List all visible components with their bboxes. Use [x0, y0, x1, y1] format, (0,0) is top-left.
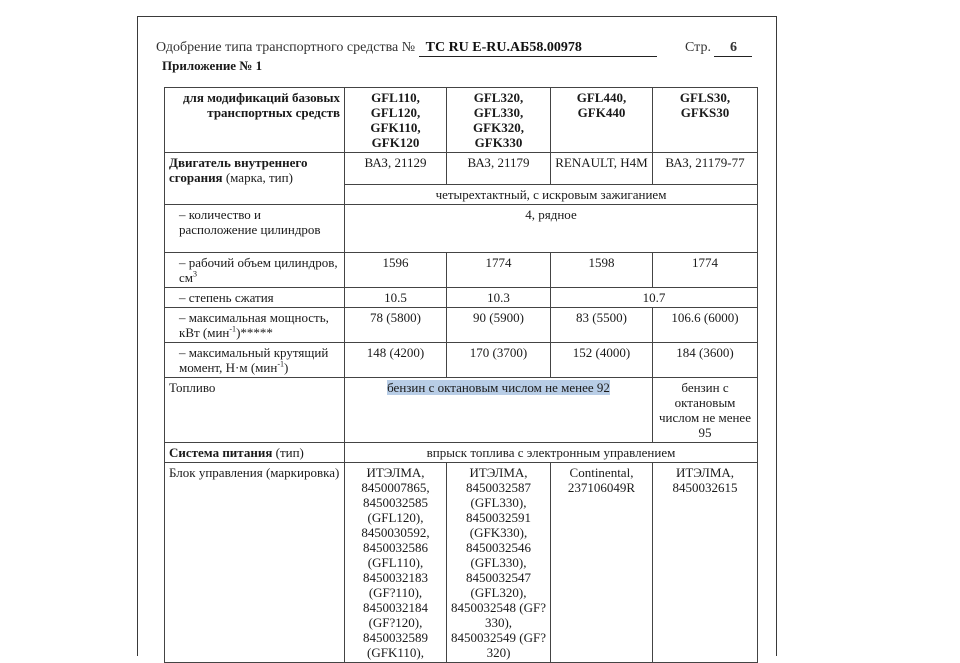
table-cell: 83 (5500): [551, 308, 653, 343]
fuel-common[interactable]: [345, 378, 653, 443]
table-cell: ВАЗ, 21179: [447, 153, 551, 185]
table-cell: 152 (4000): [551, 343, 653, 378]
page-label: Стр.: [685, 40, 711, 55]
table-row: [165, 288, 758, 308]
table-row: [165, 443, 758, 463]
row-label: – рабочий объем цилиндров, $см^3$: [165, 253, 345, 288]
table-row: [165, 378, 758, 443]
appendix-title: Приложение № 1: [162, 58, 263, 73]
table-cell: ВАЗ, 21179-77: [653, 153, 758, 185]
table-cell: 90 (5900): [447, 308, 551, 343]
column-header-2: GFL320, GFL330, GFK320, GFK330: [447, 88, 551, 153]
column-label: для модификаций базовых транспортных средств: [165, 88, 345, 153]
table-cell: 10.5: [345, 288, 447, 308]
table-cell: ИТЭЛМА, 8450032615: [653, 463, 758, 663]
table-row: [165, 308, 758, 343]
table-cell: ИТЭЛМА, 8450007865, 8450032585 (GFL120), 8450030592, 8450032586 (GFL110), 8450032183 (GF?110), 8450032184 (GF?120), 8450032589 (GFK110),: [345, 463, 447, 663]
table-cell: 10.7: [551, 288, 758, 308]
table-cell: Continental, 237106049R: [551, 463, 653, 663]
row-label: – количество и расположение цилиндров: [165, 205, 345, 253]
table-cell: ИТЭЛМА, 8450032587 (GFL330), 8450032591 (GFK330), 8450032546 (GFL330), 8450032547 (GFL320), 8450032548 (GF?330), 8450032549 (GF?320): [447, 463, 551, 663]
header-prefix: Одобрение типа транспортного средства №: [156, 40, 416, 55]
table-cell: ВАЗ, 21129: [345, 153, 447, 185]
table-cell: RENAULT, H4M: [551, 153, 653, 185]
table-cell: 1596: [345, 253, 447, 288]
row-label: – максимальная мощность, кВт (мин$^{-1}$)*****: [165, 308, 345, 343]
table-cell: 1598: [551, 253, 653, 288]
row-label: Топливо: [165, 378, 345, 443]
page-indicator: [685, 40, 752, 57]
table-row: [165, 205, 758, 253]
table-cell: 184 (3600): [653, 343, 758, 378]
row-label: Система питания (тип): [165, 443, 345, 463]
column-header-3: GFL440, GFK440: [551, 88, 653, 153]
table-cell: 1774: [653, 253, 758, 288]
column-header-4: GFLS30, GFKS30: [653, 88, 758, 153]
page-number: 6: [714, 40, 752, 57]
engine-type: четырехтактный, с искровым зажиганием: [345, 185, 758, 205]
table-row: [165, 88, 758, 153]
row-label: – максимальный крутящий момент, Н·м (мин$^{-1}$): [165, 343, 345, 378]
document-header: [156, 40, 756, 57]
row-label: Блок управления (маркировка): [165, 463, 345, 663]
spec-table: [164, 87, 758, 663]
engine-label: Двигатель внутреннего сгорания (марка, тип): [165, 153, 345, 205]
approval-number: ТС RU E-RU.АБ58.00978: [419, 40, 657, 57]
table-row: [165, 253, 758, 288]
table-cell: 148 (4200): [345, 343, 447, 378]
table-cell: 1774: [447, 253, 551, 288]
table-cell: бензин с октановым числом не менее 95: [653, 378, 758, 443]
table-cell: 4, рядное: [345, 205, 758, 253]
table-row: [165, 463, 758, 663]
table-row: [165, 153, 758, 185]
table-cell: 106.6 (6000): [653, 308, 758, 343]
selected-text[interactable]: бензин с октановым числом не менее 92: [387, 380, 610, 395]
table-cell: впрыск топлива с электронным управлением: [345, 443, 758, 463]
table-row: [165, 343, 758, 378]
column-header-1: GFL110, GFL120, GFK110, GFK120: [345, 88, 447, 153]
row-label: – степень сжатия: [165, 288, 345, 308]
table-cell: 170 (3700): [447, 343, 551, 378]
table-cell: 78 (5800): [345, 308, 447, 343]
table-cell: 10.3: [447, 288, 551, 308]
